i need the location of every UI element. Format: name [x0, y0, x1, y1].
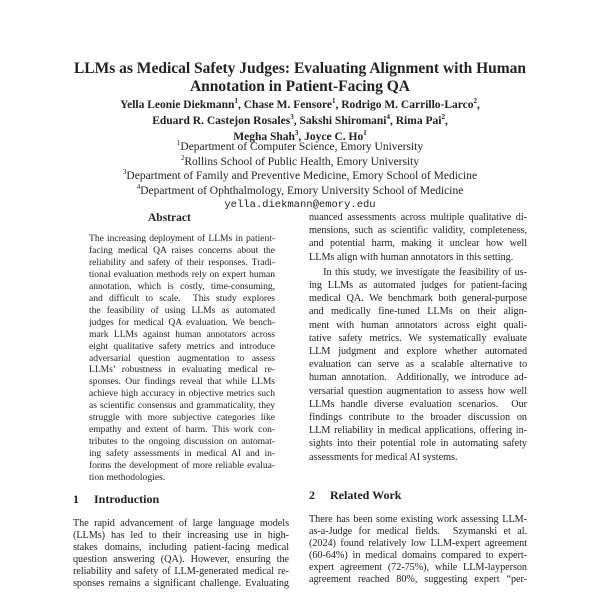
affiliation-text: Department of Ophthalmology, Emory University School of Medicine: [140, 184, 464, 197]
affiliation-marker: 3: [294, 129, 299, 138]
text-line: findings contribute to the broader discussion on: [309, 412, 527, 424]
text-line: tative safety metrics. We systematically evaluate: [309, 332, 527, 344]
paragraph: [309, 211, 527, 264]
text-line: struggle with more subjective categories like: [89, 412, 275, 424]
author-row: Eduard R. Castejon Rosales$^3$, Sakshi Shiromani$^4$, Rima Pai$^2$,: [152, 113, 448, 127]
text-line: judges for medical QA evaluation. We bench-: [89, 316, 275, 328]
affiliation-marker: 1: [234, 97, 238, 106]
text-line: LLMs’ robustness in evaluating medical re-: [89, 364, 275, 376]
text-line: The increasing deployment of LLMs in patient-: [89, 233, 275, 244]
contact-email: yella.diekmann@emory.edu: [224, 199, 376, 211]
affiliation: [0, 155, 600, 170]
abstract-body: [89, 233, 275, 484]
affiliation-marker: 3: [122, 168, 127, 177]
text-line: the feasibility of using LLMs as automated: [89, 304, 275, 316]
text-line: The rapid advancement of large language models: [73, 518, 289, 529]
author-name: Yella Leonie Diekmann: [120, 99, 235, 111]
text-line: medical QA. We benchmark both general-purpose: [309, 293, 527, 305]
author-name: Megha Shah: [233, 131, 295, 143]
text-line: as scientific consensus and grammaticality, they: [89, 400, 275, 412]
affiliation-marker: 1: [176, 139, 181, 148]
affiliation-marker: 1: [331, 97, 336, 106]
text-line: sponses remains a significant challenge. Evaluating: [73, 578, 289, 589]
text-line: LLMs align with human annotators in this setting.: [309, 251, 514, 263]
section-title: Introduction: [94, 492, 160, 506]
text-line: forms the development of more reliable evalua-: [89, 460, 275, 472]
text-line: expert agreement (72-75%), while LLM-layperson: [309, 562, 527, 573]
affiliation: [0, 169, 600, 184]
text-line: LLMs handle diverse evaluation scenarios. Our: [309, 398, 527, 410]
text-line: as-a-Judge for medical fields. Szymanski et al.: [309, 526, 527, 537]
introduction-heading: [73, 492, 159, 506]
text-line: empathy and extent of harm. This work con-: [89, 424, 275, 436]
author-name: Chase M. Fensore: [243, 99, 332, 111]
text-line: facing medical QA raises concerns about the: [89, 244, 275, 256]
related-work-heading: [309, 488, 401, 502]
affiliation: [0, 140, 600, 155]
text-line: (2024) found relatively low LLM-expert agreement: [309, 538, 527, 549]
text-line: question answering (QA). However, ensuring the: [73, 554, 289, 565]
affiliation-marker: 3: [290, 113, 294, 122]
text-line: In this study, we investigate the feasibility of us-: [309, 266, 527, 278]
text-line: annotation, which is costly, time-consuming,: [89, 280, 275, 292]
text-line: reliability and safety of their responses. Tradi-: [89, 256, 275, 268]
title-line: Annotation in Patient-Facing QA: [189, 78, 411, 95]
text-line: reliability and safety of LLM-generated medical re-: [73, 566, 289, 577]
text-line: ing LLMs as automated judges for patient-facing: [309, 280, 527, 292]
affiliation-marker: 4: [136, 182, 141, 191]
author-name: Rima Pai: [395, 115, 442, 127]
section-title: Related Work: [330, 488, 402, 502]
author-name: Rodrigo M. Carrillo-Larco: [341, 99, 474, 111]
affiliation-marker: 2: [180, 153, 185, 162]
introduction-body: [73, 518, 289, 590]
author-name: Sakshi Shiromani: [299, 115, 387, 127]
affiliation-marker: 4: [386, 113, 390, 122]
author-name: Eduard R. Castejon Rosales: [152, 115, 291, 127]
text-line: mensions, such as scientific validity, completeness,: [309, 225, 527, 237]
text-line: versarial question augmentation to assess how well: [309, 385, 527, 397]
text-line: tributes to the ongoing discussion on automat-: [89, 436, 275, 448]
affiliation-text: Rollins School of Public Health, Emory University: [184, 155, 420, 168]
related-work-body: [309, 514, 527, 586]
text-line: There has been some existing work assessing LLM-: [309, 514, 527, 525]
text-line: agreement reached 80%, suggesting expert “per-: [309, 574, 527, 585]
affiliation-marker: 2: [473, 97, 478, 106]
affiliation-text: Department of Family and Preventive Medicine, Emory School of Medicine: [126, 170, 478, 183]
text-line: ing safety assessments in medical AI and in-: [89, 448, 275, 460]
text-line: achieve high accuracy in objective metrics such: [89, 388, 275, 400]
section-number: 1: [73, 492, 79, 506]
text-line: LLM judgment and explore whether automated: [309, 346, 527, 358]
text-line: and difficult to scale. This study explores: [89, 292, 275, 304]
text-line: mark LLMs against human annotators across: [89, 328, 275, 340]
affiliation-text: Department of Computer Science, Emory University: [180, 141, 424, 153]
text-line: tional evaluation methods rely on expert human: [89, 268, 275, 280]
text-line: and potential harm, making it unclear how well: [309, 238, 527, 250]
text-line: human annotation. Additionally, we introduce ad-: [309, 372, 527, 384]
text-line: eight qualitative safety metrics and introduce: [89, 340, 275, 352]
author-name: Joyce C. Ho: [304, 131, 364, 143]
text-line: ment with human annotators across eight quali-: [309, 319, 527, 331]
text-line: sponses. Our findings reveal that while LLMs: [89, 376, 275, 388]
text-line: stakes domains, including patient-facing medical: [73, 542, 289, 553]
affiliation-marker: 1: [363, 129, 367, 138]
affiliations: [0, 140, 600, 198]
affiliation-marker: 2: [441, 113, 445, 122]
text-line: assessments for medical AI systems.: [309, 451, 458, 463]
author-row: Megha Shah$^3$, Joyce C. Ho$^1$: [233, 129, 367, 143]
text-line: evaluation can serve as a scalable alternative to: [309, 359, 527, 371]
section-number: 2: [309, 488, 315, 502]
intro-continued: [309, 211, 527, 464]
text-line: and medically fine-tuned LLMs on their align-: [309, 306, 527, 318]
paragraph: [309, 266, 527, 464]
title-line: LLMs as Medical Safety Judges: Evaluating Alignment with Human: [73, 60, 527, 77]
text-line: (60-64%) in medical domains compared to expert-: [309, 550, 527, 561]
text-line: sights into their potential role in automating safety: [309, 438, 527, 450]
text-line: tion methodologies.: [89, 472, 166, 484]
text-line: LLM reliability in medical applications, offering in-: [309, 425, 527, 437]
author-row: Yella Leonie Diekmann$^1$, Chase M. Fensore$^1$, Rodrigo M. Carrillo-Larco$^2$,: [120, 97, 480, 111]
affiliation: [0, 184, 600, 199]
paper-title: [0, 60, 600, 96]
text-line: nuanced assessments across multiple qualitative di-: [309, 212, 527, 223]
text-line: (LLMs) has led to their increasing use in high-: [73, 530, 289, 541]
abstract-heading: Abstract: [148, 212, 191, 224]
text-line: adversarial question augmentation to assess: [89, 352, 275, 364]
